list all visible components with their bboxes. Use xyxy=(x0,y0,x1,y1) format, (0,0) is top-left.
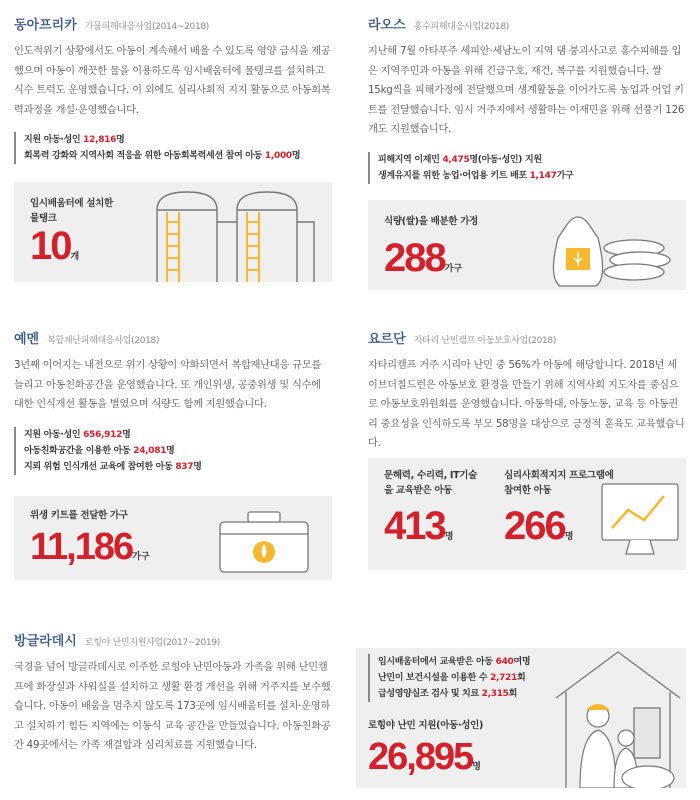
infobox-figure xyxy=(368,736,481,779)
big-number: 413 xyxy=(384,504,445,548)
infobox-figure xyxy=(384,236,462,281)
stat-line: 피해지역 이재민 4,475명(아동·성인) 지원 xyxy=(378,154,542,165)
unit-label: 명 xyxy=(472,762,481,772)
big-number: 288 xyxy=(384,236,445,280)
infobox-figure xyxy=(384,504,453,549)
infobox-label: 식량(쌀)을 배분한 가정 xyxy=(384,216,478,227)
hygiene-kit-icon xyxy=(214,506,314,576)
infobox-label: 심리사회적지지 프로그램에 참여한 아동 xyxy=(504,470,614,496)
infobox-rohingya xyxy=(356,648,686,788)
section-subtitle: 홍수피해대응사업(2018) xyxy=(413,22,509,32)
stat-line: 난민이 보건시설을 이용한 수 2,721회 xyxy=(378,673,526,683)
section-title: 예멘 xyxy=(14,332,40,347)
section-bangladesh xyxy=(14,630,332,756)
stat-line: 임시배움터에서 교육받은 아동 640여명 xyxy=(378,657,531,667)
section-subtitle: 로힝야 난민지원사업(2017~2019) xyxy=(84,638,220,648)
monitor-chart-icon xyxy=(600,482,680,562)
section-body: 인도적위기 상황에서도 아동이 계속해서 배울 수 있도록 영양 급식을 제공했으며 아동이 깨끗한 물을 이용하도록 임시배움터에 물탱크를 설치하고 식수 트럭도 운영했습니다. 이 외에도 심리사회적 지지 활동으로 아동회복력과정을 개설·운영했습니다. xyxy=(14,46,331,116)
section-subtitle: 복합재난피해대응사업(2018) xyxy=(47,336,160,346)
infobox-figure xyxy=(30,526,150,569)
section-title: 요르단 xyxy=(368,332,406,347)
section-subtitle: 가뭄피해대응사업(2014~2018) xyxy=(84,22,210,32)
unit-label: 가구 xyxy=(444,264,463,274)
stat-line: 급성영양실조 검사 및 치료 2,315회 xyxy=(378,689,518,699)
big-number: 10 xyxy=(30,224,71,268)
section-laos xyxy=(368,14,686,184)
section-body: 지난해 7월 아타푸주 세피안·세남노이 지역 댐 붕괴사고로 홍수피해를 입은 지역주민과 아동을 위해 긴급구호, 재건, 복구를 지원했습니다. 쌀 15kg씩을 피해가정에 전달했으며 생계활동을 이어가도록 농업과 어업 키트를 전달했습니다. 임시 거주지에서 생활하는 이재민을 위해 선풍기 126개도 지원했습니다. xyxy=(368,46,685,135)
infobox-rice xyxy=(368,200,686,290)
stats-list xyxy=(14,427,332,475)
big-number: 26,895 xyxy=(368,736,473,778)
section-east-africa xyxy=(14,14,332,164)
infobox-label: 로힝야 난민 지원(아동·성인) xyxy=(368,720,484,731)
refugee-family-icon xyxy=(552,648,682,788)
section-body: 국경을 넘어 방글라데시로 이주한 로힝야 난민아동과 가족을 위해 난민캠프에 화장실과 샤워실을 설치하고 생활 환경 개선을 위해 거주지를 보수했습니다. 아동이 배움을 멈추지 않도록 173곳에 임시배움터를 설치·운영하고 설치하기 힘든 지역에는 이동식 교육 공간을 만들었습니다. 아동친화공간 49곳에서는 가족 재결합과 심리치료를 지원했습니다. xyxy=(14,662,331,751)
stats-list xyxy=(14,132,332,164)
section-body: 자타리캠프 거주 시리아 난민 중 56%가 아동에 해당합니다. 2018년 세이브더칠드런은 아동보호 환경을 만들기 위해 지역사회 지도자를 중심으로 아동보호위원회를 운영했습니다. 아동학대, 아동노동, 교육 등 아동권리 중요성을 인식하도록 부모 58명을 대상으로 긍정적 훈육도 교육했습니다. xyxy=(368,360,685,449)
stat-line: 생계유지를 위한 농업·어업용 키트 배포 1,147가구 xyxy=(378,170,574,181)
unit-label: 가구 xyxy=(132,552,150,562)
section-jordan xyxy=(368,328,686,454)
infobox-label: 문해력, 수리력, IT기술을 교육받은 아동 xyxy=(384,470,478,496)
infobox-label: 임시배움터에 설치한 물탱크 xyxy=(30,198,113,224)
stat-line: 아동친화공간을 이용한 아동 24,081명 xyxy=(24,445,175,456)
unit-label: 명 xyxy=(444,532,454,542)
section-title: 동아프리카 xyxy=(14,18,77,33)
big-number: 266 xyxy=(504,504,565,548)
section-title: 라오스 xyxy=(368,18,406,33)
stats-list xyxy=(368,654,558,702)
infobox-water-tank xyxy=(14,182,332,282)
infobox-education xyxy=(368,458,686,570)
water-tank-icon xyxy=(149,182,329,282)
stat-line: 지원 아동·성인 12,816명 xyxy=(24,135,125,145)
unit-label: 개 xyxy=(70,252,80,262)
rice-bag-icon xyxy=(548,208,678,288)
section-body: 3년째 이어지는 내전으로 위기 상황이 악화되면서 복합재난대응 규모를 늘리고 아동친화공간을 운영했습니다. 또 개인위생, 공중위생 및 식수에 대한 인식개선 활동을 벌였으며 식량도 함께 지원했습니다. xyxy=(14,360,322,410)
stats-list xyxy=(368,152,686,184)
unit-label: 명 xyxy=(564,532,574,542)
stat-line: 회복력 강화와 지역사회 적응을 위한 아동회복력세션 참여 아동 1,000명 xyxy=(24,151,301,161)
infobox-figure xyxy=(504,504,573,549)
section-subtitle: 자타리 난민캠프 아동보호사업(2018) xyxy=(413,336,557,346)
section-title: 방글라데시 xyxy=(14,634,77,649)
infobox-figure xyxy=(30,224,79,269)
stat-line: 지원 아동·성인 656,912명 xyxy=(24,429,131,440)
big-number: 11,186 xyxy=(30,526,133,568)
infobox-label: 위생 키트를 전달한 가구 xyxy=(30,510,128,521)
infobox-hygiene-kit xyxy=(14,496,332,580)
section-yemen xyxy=(14,328,332,475)
stat-line: 지뢰 위험 인식개선 교육에 참여한 아동 837명 xyxy=(24,461,202,472)
